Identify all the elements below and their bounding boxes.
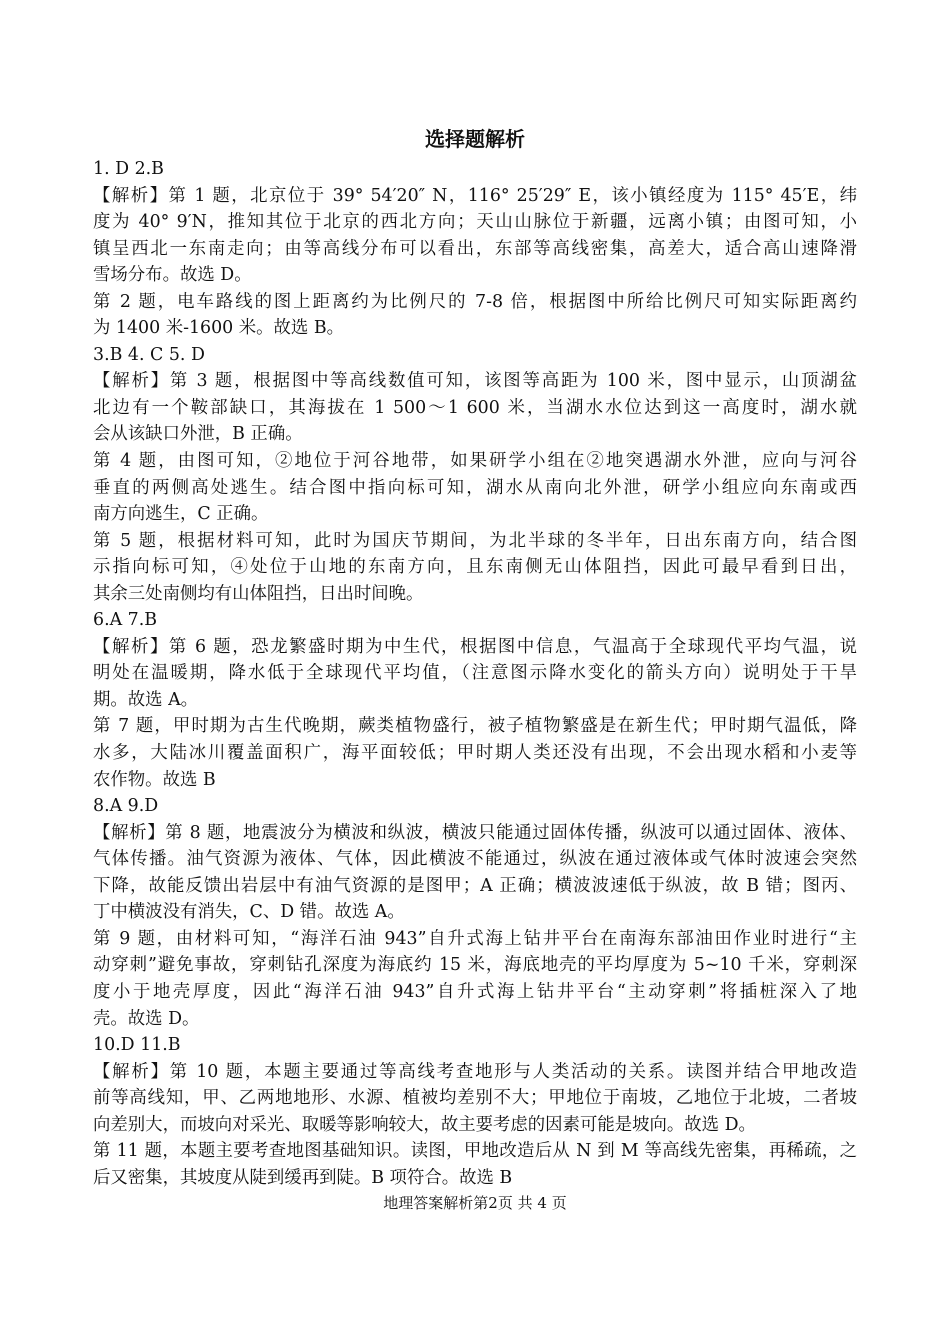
page-footer: 地理答案解析第2页 共 4 页: [383, 1194, 567, 1212]
text-line: 水多，大陆冰川覆盖面积广，海平面较低；甲时期人类还没有出现，不会出现水稻和小麦等: [93, 743, 857, 764]
text-line: 南方向逃生，C 正确。: [93, 504, 269, 525]
text-line: 【解析】第 3 题，根据图中等高线数值可知，该图等高距为 100 米，图中显示，山顶湖盆: [93, 371, 857, 392]
text-line: 前等高线知，甲、乙两地地形、水源、植被均差别不大；甲地位于南坡，乙地位于北坡，二者坡: [93, 1088, 857, 1109]
text-line: 气体传播。油气资源为液体、气体，因此横波不能通过，纵波在通过液体或气体时波速会突然: [93, 849, 857, 870]
answer-body: [93, 156, 857, 1191]
text-line: 6.A 7.B: [93, 610, 158, 631]
text-line: 北边有一个鞍部缺口，其海拔在 1 500～1 600 米，当湖水水位达到这一高度时，湖水就: [93, 397, 857, 418]
page-title: 选择题解析: [425, 127, 525, 151]
text-line: 【解析】第 6 题，恐龙繁盛时期为中生代，根据图中信息，气温高于全球现代平均气温，说: [93, 636, 857, 657]
text-line: 期。故选 A。: [93, 689, 199, 710]
text-line: 后又密集，其坡度从陡到缓再到陡。B 项符合。故选 B: [93, 1167, 513, 1188]
text-line: 度为 40° 9′N，推知其位于北京的西北方向；天山山脉位于新疆，远离小镇；由图可知，小: [93, 212, 857, 233]
answer-page: [93, 122, 857, 1191]
text-line: 镇呈西北一东南走向；由等高线分布可以看出，东部等高线密集，高差大，适合高山速降滑: [93, 238, 857, 259]
text-line: 10.D 11.B: [93, 1035, 181, 1056]
text-line: 丁中横波没有消失，C、D 错。故选 A。: [93, 902, 405, 923]
text-line: 第 11 题，本题主要考查地图基础知识。读图，甲地改造后从 N 到 M 等高线先密集，再稀疏，之: [93, 1141, 857, 1162]
text-line: 【解析】第 10 题，本题主要通过等高线考查地形与人类活动的关系。读图并结合甲地改造: [93, 1061, 857, 1082]
text-line: 第 4 题，由图可知，②地位于河谷地带，如果研学小组在②地突遇湖水外泄，应向与河谷: [93, 451, 857, 472]
text-line: 向差别大，而坡向对采光、取暖等影响较大，故主要考虑的因素可能是坡向。故选 D。: [93, 1114, 756, 1135]
text-line: 【解析】第 8 题，地震波分为横波和纵波，横波只能通过固体传播，纵波可以通过固体、液体、: [93, 822, 857, 843]
text-line: 下降，故能反馈出岩层中有油气资源的是图甲；A 正确；横波波速低于纵波，故 B 错；图丙、: [93, 875, 857, 896]
text-line: 3.B 4. C 5. D: [93, 344, 205, 365]
text-line: 1. D 2.B: [93, 159, 164, 179]
text-line: 第 7 题，甲时期为古生代晚期，蕨类植物盛行，被子植物繁盛是在新生代；甲时期气温低，降: [93, 716, 857, 737]
text-line: 垂直的两侧高处逃生。结合图中指向标可知，湖水从南向北外泄，研学小组应向东南或西: [93, 477, 857, 498]
text-line: 示指向标可知，④处位于山地的东南方向，且东南侧无山体阻挡，因此可最早看到日出，: [93, 557, 857, 578]
text-line: 8.A 9.D: [93, 796, 159, 817]
text-line: 壳。故选 D。: [93, 1008, 200, 1029]
text-line: 第 5 题，根据材料可知，此时为国庆节期间，为北半球的冬半年，日出东南方向，结合图: [93, 530, 857, 551]
text-line: 雪场分布。故选 D。: [93, 265, 252, 286]
text-line: 第 9 题，由材料可知，“海洋石油 943”自升式海上钻井平台在南海东部油田作业时进行“主: [93, 928, 857, 949]
text-line: 会从该缺口外泄，B 正确。: [93, 424, 303, 445]
text-line: 为 1400 米-1600 米。故选 B。: [93, 318, 345, 339]
text-line: 度小于地壳厚度，因此“海洋石油 943”自升式海上钻井平台“主动穿刺”将插桩深入了地: [93, 981, 857, 1002]
text-line: 第 2 题，电车路线的图上距离约为比例尺的 7-8 倍，根据图中所给比例尺可知实际距离约: [93, 291, 857, 312]
text-line: 动穿刺”避免事故，穿刺钻孔深度为海底约 15 米，海底地壳的平均厚度为 5~10 千米，穿刺深: [93, 955, 857, 976]
text-line: 【解析】第 1 题，北京位于 39° 54′20″ N，116° 25′29″ E，该小镇经度为 115° 45′E，纬: [93, 185, 857, 206]
text-line: 其余三处南侧均有山体阻挡，日出时间晚。: [93, 583, 424, 604]
text-line: 明处在温暖期，降水低于全球现代平均值，（注意图示降水变化的箭头方向）说明处于干旱: [93, 663, 857, 684]
text-line: 农作物。故选 B: [93, 769, 216, 790]
